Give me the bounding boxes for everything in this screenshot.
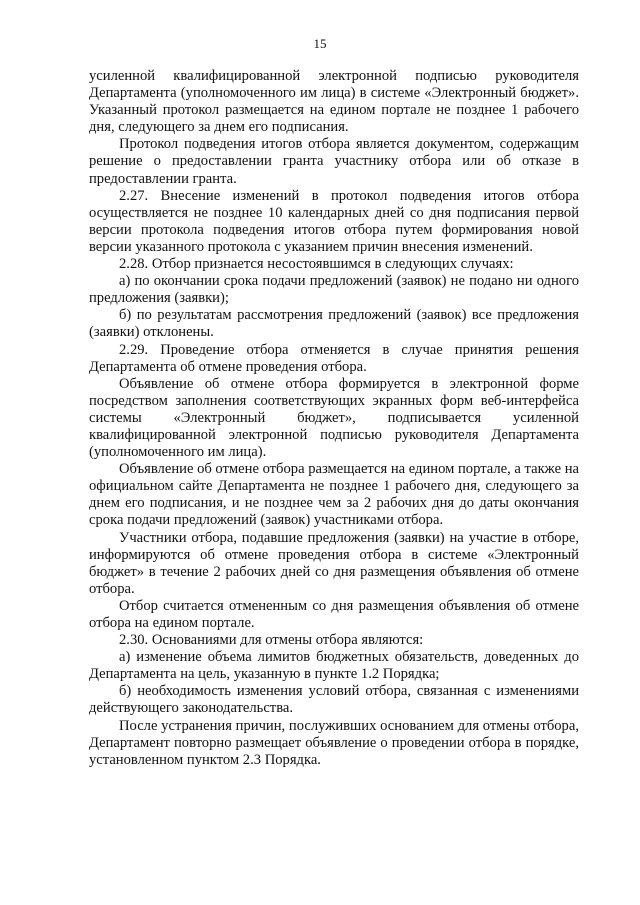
paragraph-2-27: 2.27. Внесение изменений в протокол подведения итогов отбора осуществляется не позднее 10 календарных дней со дня подписания первой версии протокола подведения итогов отбора путем формирования новой версии указанного протокола с указанием причин внесения изменений.: [89, 187, 579, 255]
paragraph-2-30-b: б) необходимость изменения условий отбора, связанная с изменениями действующего законодательства.: [89, 683, 579, 717]
paragraph-participants-informed: Участники отбора, подавшие предложения (заявки) на участие в отборе, информируются об отмене проведения отбора в системе «Электронный бюджет» в течение 2 рабочих дней со дня размещения объявления об отмене отбора.: [89, 529, 579, 597]
paragraph-cancellation-notice-publication: Объявление об отмене отбора размещается на едином портале, а также на официальном сайте Департамента не позднее 1 рабочего дня, следующего за днем его подписания, и не позднее чем за 2 рабочих дня до даты окончания срока подачи предложений (заявок) участниками отбора.: [89, 461, 579, 529]
paragraph-2-29: 2.29. Проведение отбора отменяется в случае принятия решения Департамента об отмене проведения отбора.: [89, 341, 579, 375]
paragraph-selection-cancelled: Отбор считается отмененным со дня размещения объявления об отмене отбора на едином портале.: [89, 597, 579, 631]
paragraph-continuation: усиленной квалифицированной электронной подписью руководителя Департамента (уполномоченного им лица) в системе «Электронный бюджет». Указанный протокол размещается на едином портале не позднее 1 рабочего дня, следующего за днем его подписания.: [89, 68, 579, 136]
document-body: [89, 68, 579, 769]
paragraph-2-30-a: а) изменение объема лимитов бюджетных обязательств, доведенных до Департамента на цель, указанную в пункте 1.2 Порядка;: [89, 649, 579, 683]
paragraph-2-30: 2.30. Основаниями для отмены отбора являются:: [119, 632, 424, 649]
paragraph-repeat-announcement: После устранения причин, послуживших основанием для отмены отбора, Департамент повторно размещает объявление о проведении отбора в порядке, установленном пунктом 2.3 Порядка.: [89, 717, 579, 768]
paragraph-cancellation-notice-form: Объявление об отмене отбора формируется в электронной форме посредством заполнения соответствующих экранных форм веб-интерфейса системы «Электронный бюджет», подписывается усиленной квалифицированной электронной подписью руководителя Департамента (уполномоченного им лица).: [89, 375, 579, 461]
paragraph-2-28-a: а) по окончании срока подачи предложений (заявок) не подано ни одного предложения (заявки);: [89, 273, 579, 307]
paragraph-protocol-definition: Протокол подведения итогов отбора является документом, содержащим решение о предоставлении гранта участнику отбора или об отказе в предоставлении гранта.: [89, 136, 579, 187]
paragraph-2-28: 2.28. Отбор признается несостоявшимся в следующих случаях:: [119, 256, 514, 273]
paragraph-2-28-b: б) по результатам рассмотрения предложений (заявок) все предложения (заявки) отклонены.: [89, 307, 579, 341]
page-number: 15: [313, 36, 327, 51]
